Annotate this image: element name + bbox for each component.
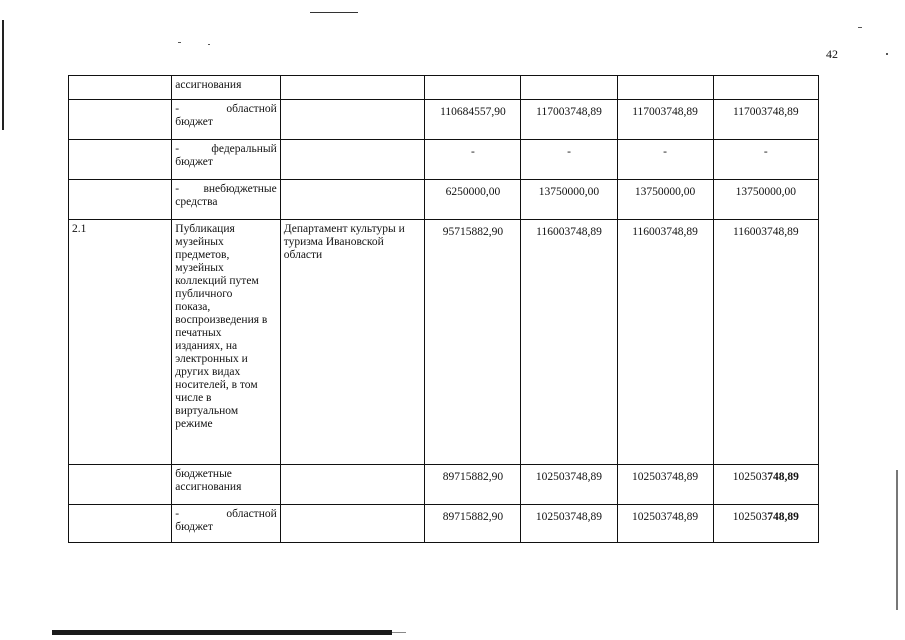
table-row xyxy=(69,100,819,140)
row-code-cell xyxy=(69,465,172,505)
scan-right-edge xyxy=(896,470,898,610)
row-name-word: областной xyxy=(226,508,277,520)
row-name-line: музейных xyxy=(175,262,224,274)
row-name-cell xyxy=(172,220,280,465)
row-name-line: изданиях, на xyxy=(175,340,238,352)
value-cell: 6250000,00 xyxy=(425,180,521,220)
value-cell xyxy=(713,505,818,543)
table-row xyxy=(69,505,819,543)
scan-bottom-bar xyxy=(52,630,392,635)
value-cell xyxy=(617,76,713,100)
row-name-line: музейных xyxy=(175,236,224,248)
value-cell xyxy=(521,76,617,100)
scan-bottom-bar-fade xyxy=(392,632,406,633)
table-row xyxy=(69,220,819,465)
value-cell: 117003748,89 xyxy=(521,100,617,140)
row-name-rest: бюджет xyxy=(175,521,213,533)
row-name-line: печатных xyxy=(175,327,222,339)
row-code-cell xyxy=(69,180,172,220)
row-name-prefix: - xyxy=(175,508,180,520)
value-cell: 102503748,89 xyxy=(617,505,713,543)
row-name-line: носителей, в том xyxy=(175,379,258,391)
row-executor-cell xyxy=(280,220,425,465)
row-name-line: воспроизведения в xyxy=(175,314,268,326)
value-cell: 95715882,90 xyxy=(425,220,521,465)
row-name-line: числе в xyxy=(175,392,212,404)
row-name-prefix: - xyxy=(175,183,180,195)
value-plain-part: 102503 xyxy=(732,471,768,483)
row-name-cell: бюджетные ассигнования xyxy=(172,465,280,505)
row-name-cell xyxy=(172,505,280,543)
row-name-word: областной xyxy=(226,103,277,115)
value-cell xyxy=(713,76,818,100)
table-row xyxy=(69,140,819,180)
row-name-cell xyxy=(172,76,280,100)
value-cell: - xyxy=(617,140,713,180)
value-cell: 116003748,89 xyxy=(617,220,713,465)
value-bold-part: 748,89 xyxy=(767,511,799,523)
row-name-prefix: - xyxy=(175,143,180,155)
row-name-line: виртуальном xyxy=(175,405,239,417)
row-name-cell xyxy=(172,180,280,220)
executor-line: области xyxy=(283,249,323,261)
value-cell: 102503748,89 xyxy=(617,465,713,505)
value-cell: 89715882,90 xyxy=(425,505,521,543)
row-name-word: федеральный xyxy=(211,143,277,155)
row-executor-cell xyxy=(280,140,425,180)
row-name-line: показа, xyxy=(175,301,211,313)
row-code-cell: 2.1 xyxy=(69,220,172,465)
value-cell: 89715882,90 xyxy=(425,465,521,505)
value-cell xyxy=(713,465,818,505)
value-cell: 117003748,89 xyxy=(617,100,713,140)
row-executor-cell xyxy=(280,465,425,505)
row-name-cell xyxy=(172,100,280,140)
value-cell: 102503748,89 xyxy=(521,505,617,543)
value-cell: 102503748,89 xyxy=(521,465,617,505)
value-bold-part: 748,89 xyxy=(767,471,799,483)
value-plain-part: 102503 xyxy=(732,511,768,523)
row-name-word: внебюджетные xyxy=(203,183,277,195)
row-name-cell xyxy=(172,140,280,180)
value-cell: - xyxy=(713,140,818,180)
row-code-cell xyxy=(69,140,172,180)
row-executor-cell xyxy=(280,76,425,100)
scan-speck xyxy=(208,44,210,45)
row-name-line: коллекций путем xyxy=(175,275,259,287)
row-name-line: Публикация xyxy=(175,223,235,235)
row-name-line: других видах xyxy=(175,366,241,378)
scan-artifact-top-line xyxy=(310,12,358,13)
scan-speck xyxy=(886,53,888,55)
value-cell: 13750000,00 xyxy=(617,180,713,220)
row-executor-cell xyxy=(280,100,425,140)
table-row xyxy=(69,76,819,100)
table-row xyxy=(69,180,819,220)
row-name-rest: бюджет xyxy=(175,116,213,128)
row-name-prefix: - xyxy=(175,103,180,115)
value-cell: - xyxy=(425,140,521,180)
scan-speck xyxy=(858,27,862,28)
value-cell: 116003748,89 xyxy=(713,220,818,465)
page-number: 42 xyxy=(826,47,838,61)
row-code-cell xyxy=(69,100,172,140)
row-name-line: предметов, xyxy=(175,249,230,261)
value-cell: 110684557,90 xyxy=(425,100,521,140)
row-code-cell xyxy=(69,76,172,100)
row-name: ассигнования xyxy=(175,79,242,91)
row-name-line: публичного xyxy=(175,288,233,300)
budget-table xyxy=(68,75,819,543)
value-cell: - xyxy=(521,140,617,180)
row-executor-cell xyxy=(280,505,425,543)
executor-line: туризма Ивановской xyxy=(283,236,384,248)
row-name-line: электронных и xyxy=(175,353,248,365)
value-cell: 13750000,00 xyxy=(713,180,818,220)
row-name-line: режиме xyxy=(175,418,213,430)
scan-speck xyxy=(178,42,181,43)
row-name-rest: бюджет xyxy=(175,156,213,168)
row-name-rest: средства xyxy=(175,196,218,208)
table-row xyxy=(69,465,819,505)
scan-left-edge xyxy=(2,20,4,130)
executor-line: Департамент культуры и xyxy=(283,223,405,235)
value-cell: 117003748,89 xyxy=(713,100,818,140)
value-cell xyxy=(425,76,521,100)
row-executor-cell xyxy=(280,180,425,220)
value-cell: 13750000,00 xyxy=(521,180,617,220)
row-code-cell xyxy=(69,505,172,543)
value-cell: 116003748,89 xyxy=(521,220,617,465)
